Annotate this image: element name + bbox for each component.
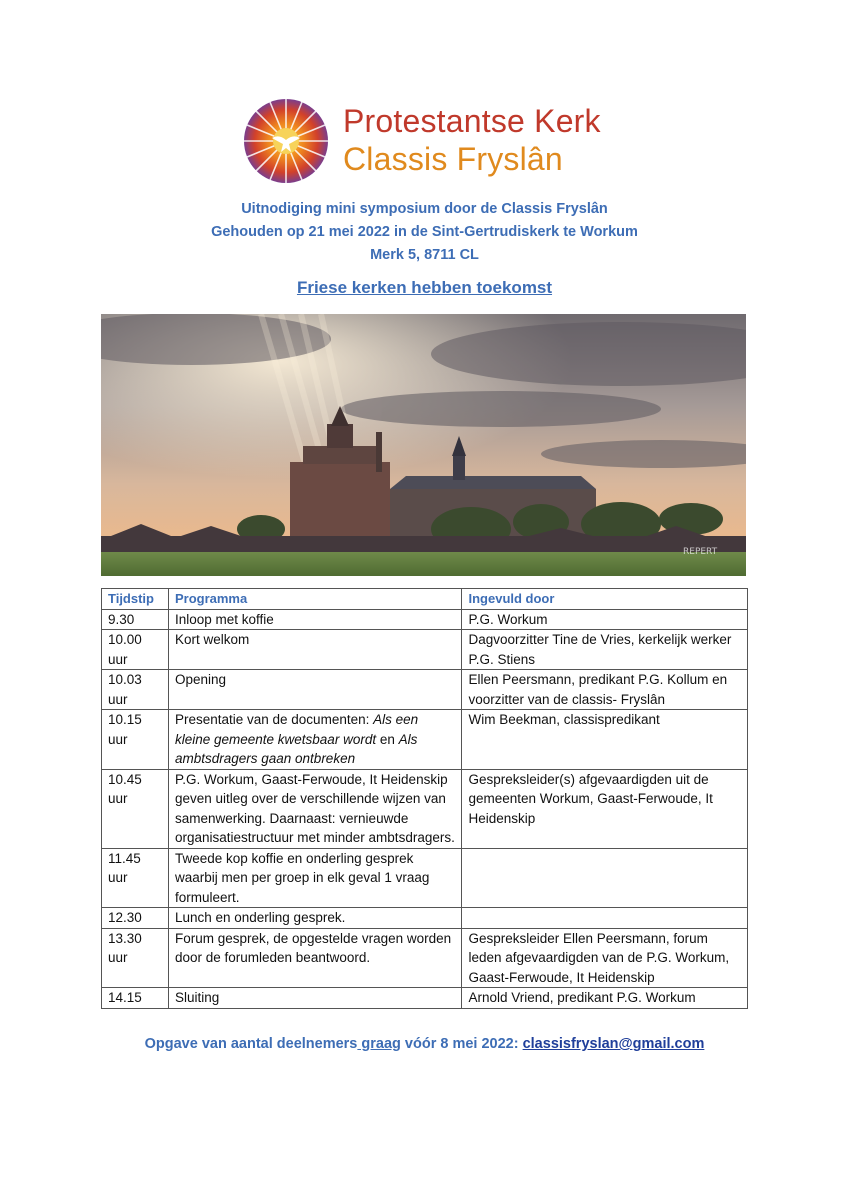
logo-emblem-icon — [243, 98, 329, 184]
program-table — [101, 588, 748, 1009]
row-time: 10.03 uur — [102, 670, 169, 710]
row-by: P.G. Workum — [462, 609, 748, 630]
row-program — [168, 710, 462, 770]
table-row — [102, 710, 748, 770]
table-row — [102, 630, 748, 670]
header-by: Ingevuld door — [462, 589, 748, 610]
intro-line-2: Gehouden op 21 mei 2022 in de Sint-Gertrudiskerk te Workum — [211, 224, 638, 240]
row-time: 10.45 uur — [102, 769, 169, 848]
footer-text: Opgave van aantal deelnemers — [144, 1036, 358, 1052]
row-by: Wim Beekman, classispredikant — [462, 710, 748, 770]
intro-line-1: Uitnodiging mini symposium door de Classis Fryslân — [241, 201, 608, 217]
row-by: Gespreksleider Ellen Peersmann, forum leden afgevaardigden van de P.G. Workum, Gaast-Ferwoude, It Heidenskip — [462, 928, 748, 988]
table-row — [102, 928, 748, 988]
intro — [0, 198, 849, 267]
row-by: Gespreksleider(s) afgevaardigden uit de gemeenten Workum, Gaast-Ferwoude, It Heidenskip — [462, 769, 748, 848]
logo-subtitle: Classis Fryslân — [343, 141, 563, 177]
row-program: Sluiting — [168, 988, 462, 1009]
row-program: Tweede kop koffie en onderling gesprek waarbij men per groep in elk geval 1 vraag formuleert. — [168, 848, 462, 908]
program-text: Presentatie van de documenten: — [174, 712, 374, 727]
row-program: Kort welkom — [168, 630, 462, 670]
row-time: 12.30 — [102, 908, 169, 929]
row-by: Dagvoorzitter Tine de Vries, kerkelijk werker P.G. Stiens — [462, 630, 748, 670]
row-program: Lunch en onderling gesprek. — [168, 908, 462, 929]
logo — [243, 98, 613, 188]
row-program: Inloop met koffie — [168, 609, 462, 630]
table-row — [102, 848, 748, 908]
row-time: 13.30 uur — [102, 928, 169, 988]
row-program: Forum gesprek, de opgestelde vragen worden door de forumleden beantwoord. — [168, 928, 462, 988]
row-time: 10.15 uur — [102, 710, 169, 770]
row-program: Opening — [168, 670, 462, 710]
footer-text: vóór 8 mei 2022: — [400, 1036, 523, 1052]
row-by: Ellen Peersmann, predikant P.G. Kollum en voorzitter van de classis- Fryslân — [462, 670, 748, 710]
row-by — [462, 908, 748, 929]
document-title-1: Als een kleine gemeente kwetsbaar wordt — [174, 712, 419, 747]
page-subtitle: Friese kerken hebben toekomst — [296, 278, 553, 297]
table-row — [102, 670, 748, 710]
row-by: Arnold Vriend, predikant P.G. Workum — [462, 988, 748, 1009]
header-time: Tijdstip — [102, 589, 169, 610]
row-time: 9.30 — [102, 609, 169, 630]
row-program: P.G. Workum, Gaast-Ferwoude, It Heidenskip geven uitleg over de verschillende wijzen van samenwerking. Daarnaast: vernieuwde organisatiestructuur met minder ambtsdragers. — [168, 769, 462, 848]
registration-footer — [0, 1036, 849, 1052]
email-link[interactable]: classisfryslan@gmail.com — [522, 1036, 705, 1052]
intro-line-3: Merk 5, 8711 CL — [370, 247, 479, 263]
row-time: 11.45 uur — [102, 848, 169, 908]
table-row — [102, 769, 748, 848]
row-time: 10.00 uur — [102, 630, 169, 670]
header-program: Programma — [168, 589, 462, 610]
row-time: 14.15 — [102, 988, 169, 1009]
footer-text: graag — [357, 1036, 401, 1052]
church-photo — [101, 314, 746, 576]
program-text: en — [376, 731, 399, 747]
photo-watermark: REPERT — [683, 547, 718, 557]
table-row — [102, 609, 748, 630]
row-by — [462, 848, 748, 908]
table-row — [102, 988, 748, 1009]
table-header-row — [102, 589, 748, 610]
document-title-2: Als ambtsdragers gaan ontbreken — [174, 731, 418, 766]
logo-title: Protestantse Kerk — [343, 103, 601, 139]
table-row — [102, 908, 748, 929]
